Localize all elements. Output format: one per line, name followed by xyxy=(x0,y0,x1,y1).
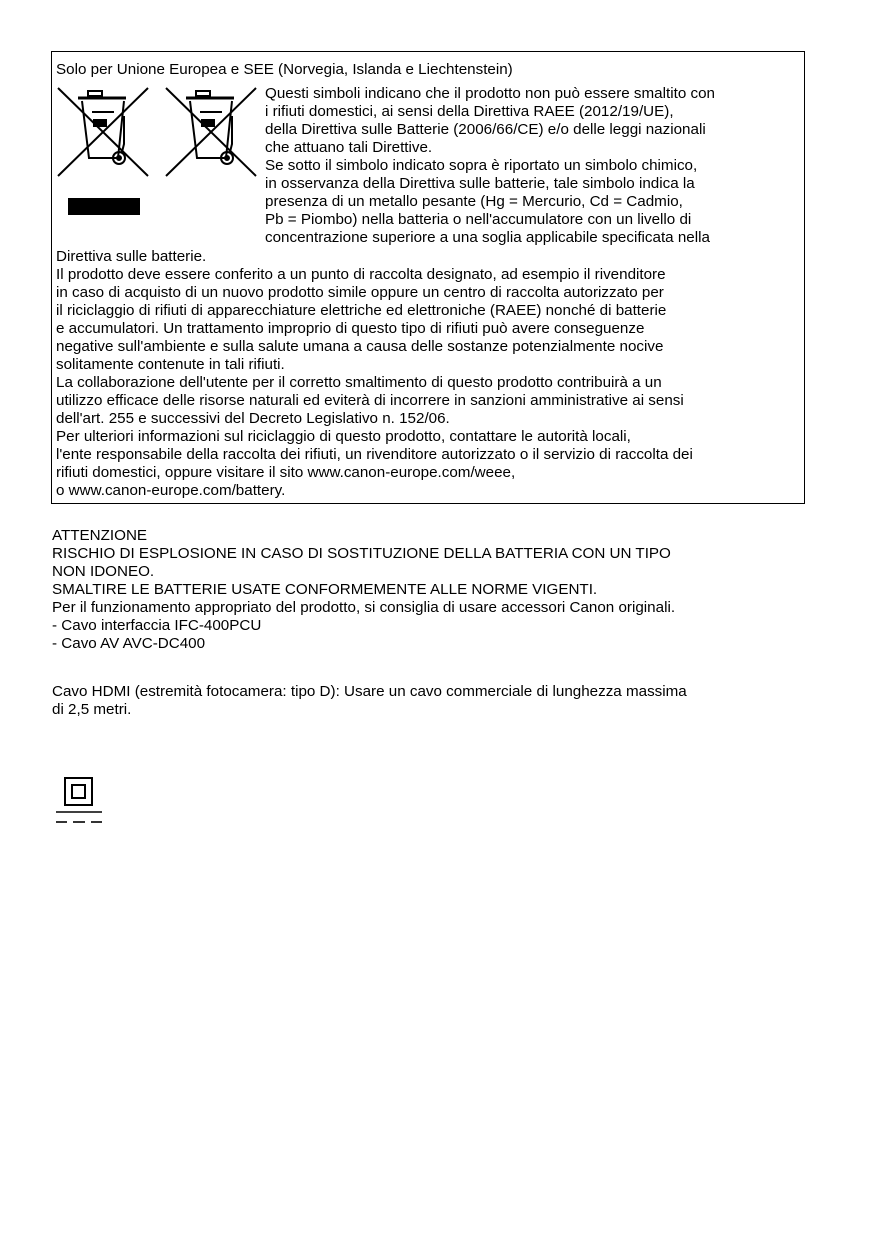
text-line: Per ulteriori informazioni sul riciclaggio di questo prodotto, contattare le autorità locali, xyxy=(56,428,631,445)
list-item: - Cavo AV AVC-DC400 xyxy=(52,635,206,652)
text-line: Pb = Piombo) nella batteria o nell'accumulatore con un livello di xyxy=(265,211,692,228)
text-line: Cavo HDMI (estremità fotocamera: tipo D): Usare un cavo commerciale di lunghezza massima xyxy=(52,683,687,700)
text-line: NON IDONEO. xyxy=(52,563,155,580)
text-line: in caso di acquisto di un nuovo prodotto simile oppure un centro di raccolta autorizzato per xyxy=(56,284,664,301)
weee-box-title: Solo per Unione Europea e SEE (Norvegia, Islanda e Liechtenstein) xyxy=(56,61,513,78)
text-line: o www.canon-europe.com/battery. xyxy=(56,482,286,499)
hdmi-section xyxy=(52,683,687,719)
weee-notice-box xyxy=(51,51,805,504)
black-bar-symbol xyxy=(68,198,140,215)
weee-text-right-column xyxy=(265,85,715,247)
crossed-out-wheeled-bin-icon xyxy=(164,86,259,178)
text-line: che attuano tali Direttive. xyxy=(265,139,433,156)
text-line: l'ente responsabile della raccolta dei rifiuti, un rivenditore autorizzato o il servizio di raccolta dei xyxy=(56,446,693,463)
text-line: presenza di un metallo pesante (Hg = Mercurio, Cd = Cadmio, xyxy=(265,193,683,210)
text-line: Per il funzionamento appropriato del prodotto, si consiglia di usare accessori Canon originali. xyxy=(52,599,676,616)
crossed-out-wheeled-bin-icon xyxy=(56,86,151,178)
text-line: di 2,5 metri. xyxy=(52,701,132,718)
text-line: Direttiva sulle batterie. xyxy=(56,248,207,265)
text-line: in osservanza della Direttiva sulle batterie, tale simbolo indica la xyxy=(265,175,695,192)
text-line: SMALTIRE LE BATTERIE USATE CONFORMEMENTE ALLE NORME VIGENTI. xyxy=(52,581,598,598)
text-line: negative sull'ambiente e sulla salute umana a causa delle sostanze potenzialmente nocive xyxy=(56,338,664,355)
text-line: Se sotto il simbolo indicato sopra è riportato un simbolo chimico, xyxy=(265,157,698,174)
text-line: rifiuti domestici, oppure visitare il sito www.canon-europe.com/weee, xyxy=(56,464,516,481)
weee-text-full-width xyxy=(56,248,693,500)
list-item: - Cavo interfaccia IFC-400PCU xyxy=(52,617,262,634)
text-line: e accumulatori. Un trattamento improprio di questo tipo di rifiuti può avere conseguenze xyxy=(56,320,645,337)
attenzione-section xyxy=(52,527,675,653)
text-line: utilizzo efficace delle risorse naturali ed eviterà di incorrere in sanzioni amministrative ai sensi xyxy=(56,392,684,409)
text-line: della Direttiva sulle Batterie (2006/66/CE) e/o delle leggi nazionali xyxy=(265,121,706,138)
text-line: dell'art. 255 e successivi del Decreto Legislativo n. 152/06. xyxy=(56,410,450,427)
text-line: concentrazione superiore a una soglia applicabile specificata nella xyxy=(265,229,710,246)
text-line: La collaborazione dell'utente per il corretto smaltimento di questo prodotto contribuirà a un xyxy=(56,374,662,391)
text-line: i rifiuti domestici, ai sensi della Direttiva RAEE (2012/19/UE), xyxy=(265,103,674,120)
weee-symbols xyxy=(56,86,261,256)
text-line: RISCHIO DI ESPLOSIONE IN CASO DI SOSTITUZIONE DELLA BATTERIA CON UN TIPO xyxy=(52,545,671,562)
direct-current-icon xyxy=(52,808,112,828)
text-line: Questi simboli indicano che il prodotto non può essere smaltito con xyxy=(265,85,715,102)
warning-heading: ATTENZIONE xyxy=(52,527,148,544)
text-line: solitamente contenute in tali rifiuti. xyxy=(56,356,285,373)
text-line: il riciclaggio di rifiuti di apparecchiature elettriche ed elettroniche (RAEE) nonché di batterie xyxy=(56,302,667,319)
text-line: Il prodotto deve essere conferito a un punto di raccolta designato, ad esempio il rivenditore xyxy=(56,266,666,283)
